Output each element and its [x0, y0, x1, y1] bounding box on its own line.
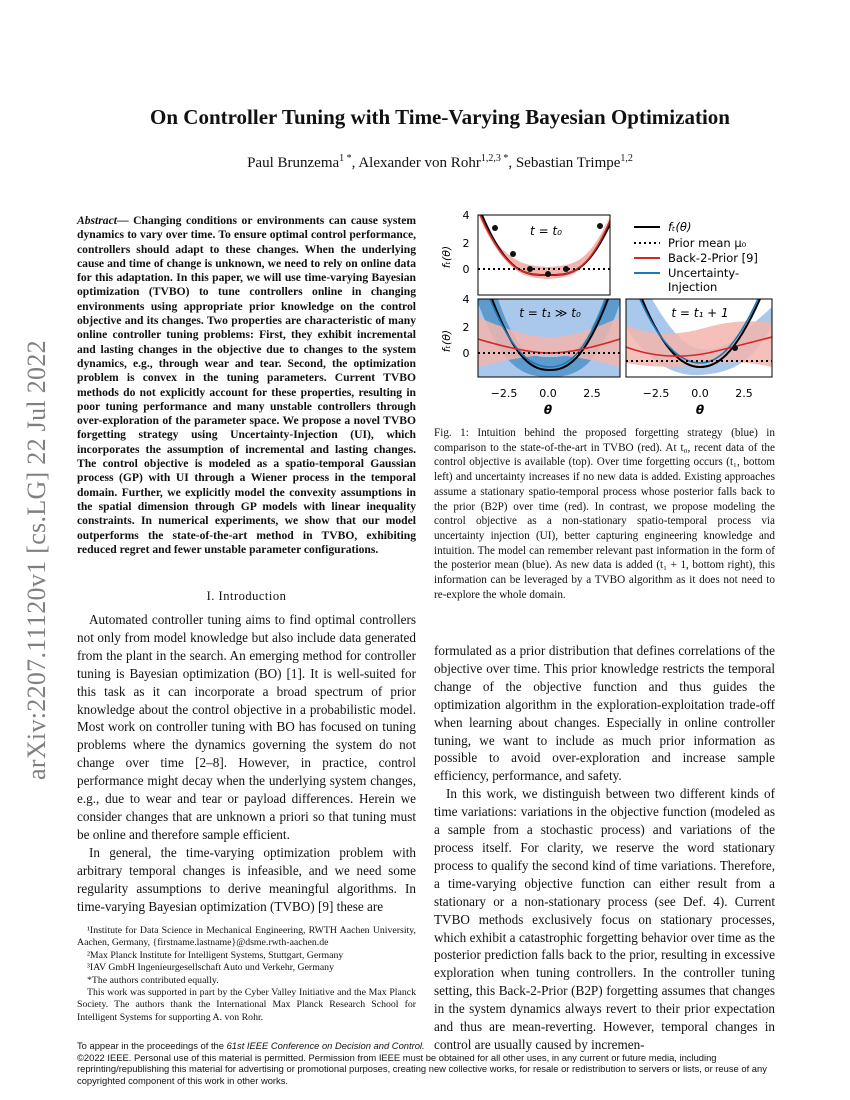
intro-paragraph: Automated controller tuning aims to find optimal controllers not only from model knowledge but also include data generated from the plant in the search. An emerging method for controller tuning is Bayesian optimization (BO) [1]. It is well-suited for this task as it can incorporate a broad spectrum of prior knowledge about the control objective in a probabilistic model. Most work on controller tuning with BO has focused on tuning problems where the dynamics governing the system do not change over time [2–8]. However, in practice, control performance might decay when the underlying system changes, e.g., due to wear and tear or payload differences. Herein we consider changes that are unknown a priori so that tuning must be online and therefore sample efficient. — [77, 612, 416, 842]
svg-text:0: 0 — [462, 347, 470, 360]
footnotes — [77, 925, 416, 1024]
svg-text:2.5: 2.5 — [735, 387, 753, 400]
svg-text:4: 4 — [462, 293, 470, 306]
footnote: ³IAV GmbH Ingenieurgesellschaft Auto und Verkehr, Germany — [87, 962, 334, 974]
svg-text:0.0: 0.0 — [691, 387, 709, 400]
legend — [634, 220, 758, 294]
legend-objective: fₜ(θ) — [668, 220, 692, 234]
figure-1 — [438, 207, 778, 422]
svg-text:0.0: 0.0 — [539, 387, 557, 400]
svg-text:0: 0 — [462, 263, 470, 276]
author-2: Alexander von Rohr — [358, 155, 481, 171]
xlabel-bottom-right: θ — [695, 403, 705, 417]
section-heading-introduction: I. Introduction — [206, 589, 287, 603]
body-paragraph: formulated as a prior distribution that defines correlations of the objective over time. This prior knowledge restricts the temporal change of the objective function and thus guides the optimization algorithm in the exploration-exploitation trade-off when learning about changes. Especially in online controller tuning, we want to include as much prior information as possible to avoid over-exploration and increase sample efficiency, performance, and safety. — [434, 643, 775, 784]
footnote: *The authors contributed equally. — [87, 974, 219, 986]
abstract — [77, 214, 416, 557]
figure-1-plot — [438, 207, 778, 422]
proceedings-note: To appear in the proceedings of the 61st IEEE Conference on Decision and Control. — [77, 1040, 425, 1051]
legend-ui-1: Uncertainty- — [668, 266, 740, 280]
svg-text:2: 2 — [462, 321, 470, 334]
svg-text:2.5: 2.5 — [583, 387, 601, 400]
paper-title: On Controller Tuning with Time-Varying Bayesian Optimization — [150, 105, 730, 129]
arxiv-identifier-stamp: arXiv:2207.11120v1 [cs.LG] 22 Jul 2022 — [22, 340, 51, 780]
new-data-point — [732, 345, 738, 351]
footnote: This work was supported in part by the Cyber Valley Initiative and the Max Planck Society. The authors thank the International Max Planck Research School for Intelligent Systems for supporting A. von Rohr. — [77, 987, 416, 1023]
legend-b2p: Back-2-Prior [9] — [668, 251, 758, 265]
legend-ui-2: Injection — [668, 280, 718, 294]
svg-text:2: 2 — [462, 237, 470, 250]
panel-label-top: t = t₀ — [530, 224, 562, 238]
right-column-body — [434, 642, 775, 1054]
panel-label-bottom-left: t = t₁ ≫ t₀ — [519, 306, 581, 320]
publication-notice — [77, 1040, 777, 1086]
svg-text:4: 4 — [462, 209, 470, 222]
body-paragraph: In this work, we distinguish between two different kinds of time variations: variations in the objective function (modeled as a sample from a stochastic process) and variations of the process itself. For clarity, we reserve the word stationary process to qualify the second kind of time variations. Therefore, a time-varying objective function can either result from a stationary or a non-stationary process (see Def. 4). Current TVBO methods exclusively focus on stationary processes, which exhibit a catastrophic forgetting behavior over time as the posterior prediction falls back to the prior, resulting in excessive exploration when tuning controllers. In the controller tuning setting, this Back-2-Prior (B2P) forgetting assumes that changes in the system dynamics always revert to their prior expectation and thus are mean-reverting. However, temporal changes in control are usually caused by incremen- — [434, 786, 775, 1052]
abstract-label: Abstract — [77, 214, 117, 227]
figure-1-caption: Fig. 1: Intuition behind the proposed forgetting strategy (blue) in comparison to the state-of-the-art in TVBO (red). At t₀, recent data of the control objective is available (top). Over time forgetting occurs (t₁, bottom left) and uncertainty increases if no new data is added. Existing approaches assume a stationary spatio-temporal process whose posterior falls back to the prior (B2P) over time (red). In contrast, we propose modeling the control objective as a non-stationary spatio-temporal process via uncertainty injection (UI), better capturing engineering knowledge and intuition. The model can remember relevant past information in the form of the posterior mean (blue). As new data is added (t₁ + 1, bottom right), this information can be leveraged by a TVBO algorithm as it does not need to re-explore the whole domain. — [434, 427, 775, 601]
copyright-note: ©2022 IEEE. Personal use of this material is permitted. Permission from IEEE must be obtained for all other uses, in any current or future media, including reprinting/republishing this material for advertising or promotional purposes, creating new collective works, for resale or redistribution to servers or lists, or reuse of any copyrighted component of this work in other works. — [77, 1051, 767, 1086]
author-1: Paul Brunzema — [247, 155, 340, 171]
xlabel-bottom-left: θ — [543, 403, 553, 417]
intro-paragraph: In general, the time-varying optimization problem with arbitrary temporal changes is infeasible, and we need some regularity assumptions to derive meaningful algorithms. In time-varying Bayesian optimization (TVBO) [9] these are — [77, 844, 416, 914]
footnote: ²Max Planck Institute for Intelligent Systems, Stuttgart, Germany — [87, 949, 344, 961]
ylabel-top: fₜ(θ) — [440, 245, 453, 269]
legend-prior-mean: Prior mean μ₀ — [668, 236, 747, 250]
svg-text:−2.5: −2.5 — [642, 387, 670, 400]
panel-top — [440, 209, 614, 295]
panel-label-bottom-right: t = t₁ + 1 — [671, 306, 729, 320]
abstract-text: — Changing conditions or environments can cause system dynamics to vary over time. To ensure optimal control performance, controllers should adapt to these changes. When the underlying cause and time of change is unknown, we need to rely on online data for this adaptation. In this paper, we will use time-varying Bayesian optimization (TVBO) to tune controllers online in changing environments using appropriate prior knowledge on the control objective and its changes. Two properties are characteristic of many online controller tuning problems: First, they exhibit incremental and lasting changes in the objective due to changes to the system dynamics, e.g., through wear and tear. Second, the optimization problem is convex in the tuning parameters. Current TVBO methods do not explicitly account for these properties, resulting in poor tuning performance and many unstable controllers through over-exploration of the parameter space. We propose a novel TVBO forgetting strategy using Uncertainty-Injection (UI), which incorporates the assumption of incremental and lasting changes. The control objective is modeled as a spatio-temporal Gaussian process (GP) with UI through a Wiener process in the temporal domain. Further, we explicitly model the convexity assumptions in the spatial dimension through GP models with linear inequality constraints. In numerical experiments, we show that our model outperforms the state-of-the-art method in TVBO, exhibiting reduced regret and fewer unstable parameter configurations. — [77, 214, 416, 556]
author-list: Paul Brunzema$^{1 *}$, Alexander von Rohr$^{1,2,3 *}$, Sebastian Trimpe$^{1,2}$ — [247, 153, 633, 171]
ylabel-bottom: fₜ(θ) — [440, 329, 453, 353]
panel-bottom-left — [440, 293, 620, 417]
svg-text:−2.5: −2.5 — [490, 387, 518, 400]
footnote: ¹Institute for Data Science in Mechanical Engineering, RWTH Aachen University, Aachen, Germany, {firstname.lastname}@dsme.rwth-aachen.de — [77, 925, 416, 949]
author-3: Sebastian Trimpe — [515, 155, 621, 171]
panel-bottom-right — [626, 299, 772, 417]
introduction-body — [77, 611, 416, 915]
